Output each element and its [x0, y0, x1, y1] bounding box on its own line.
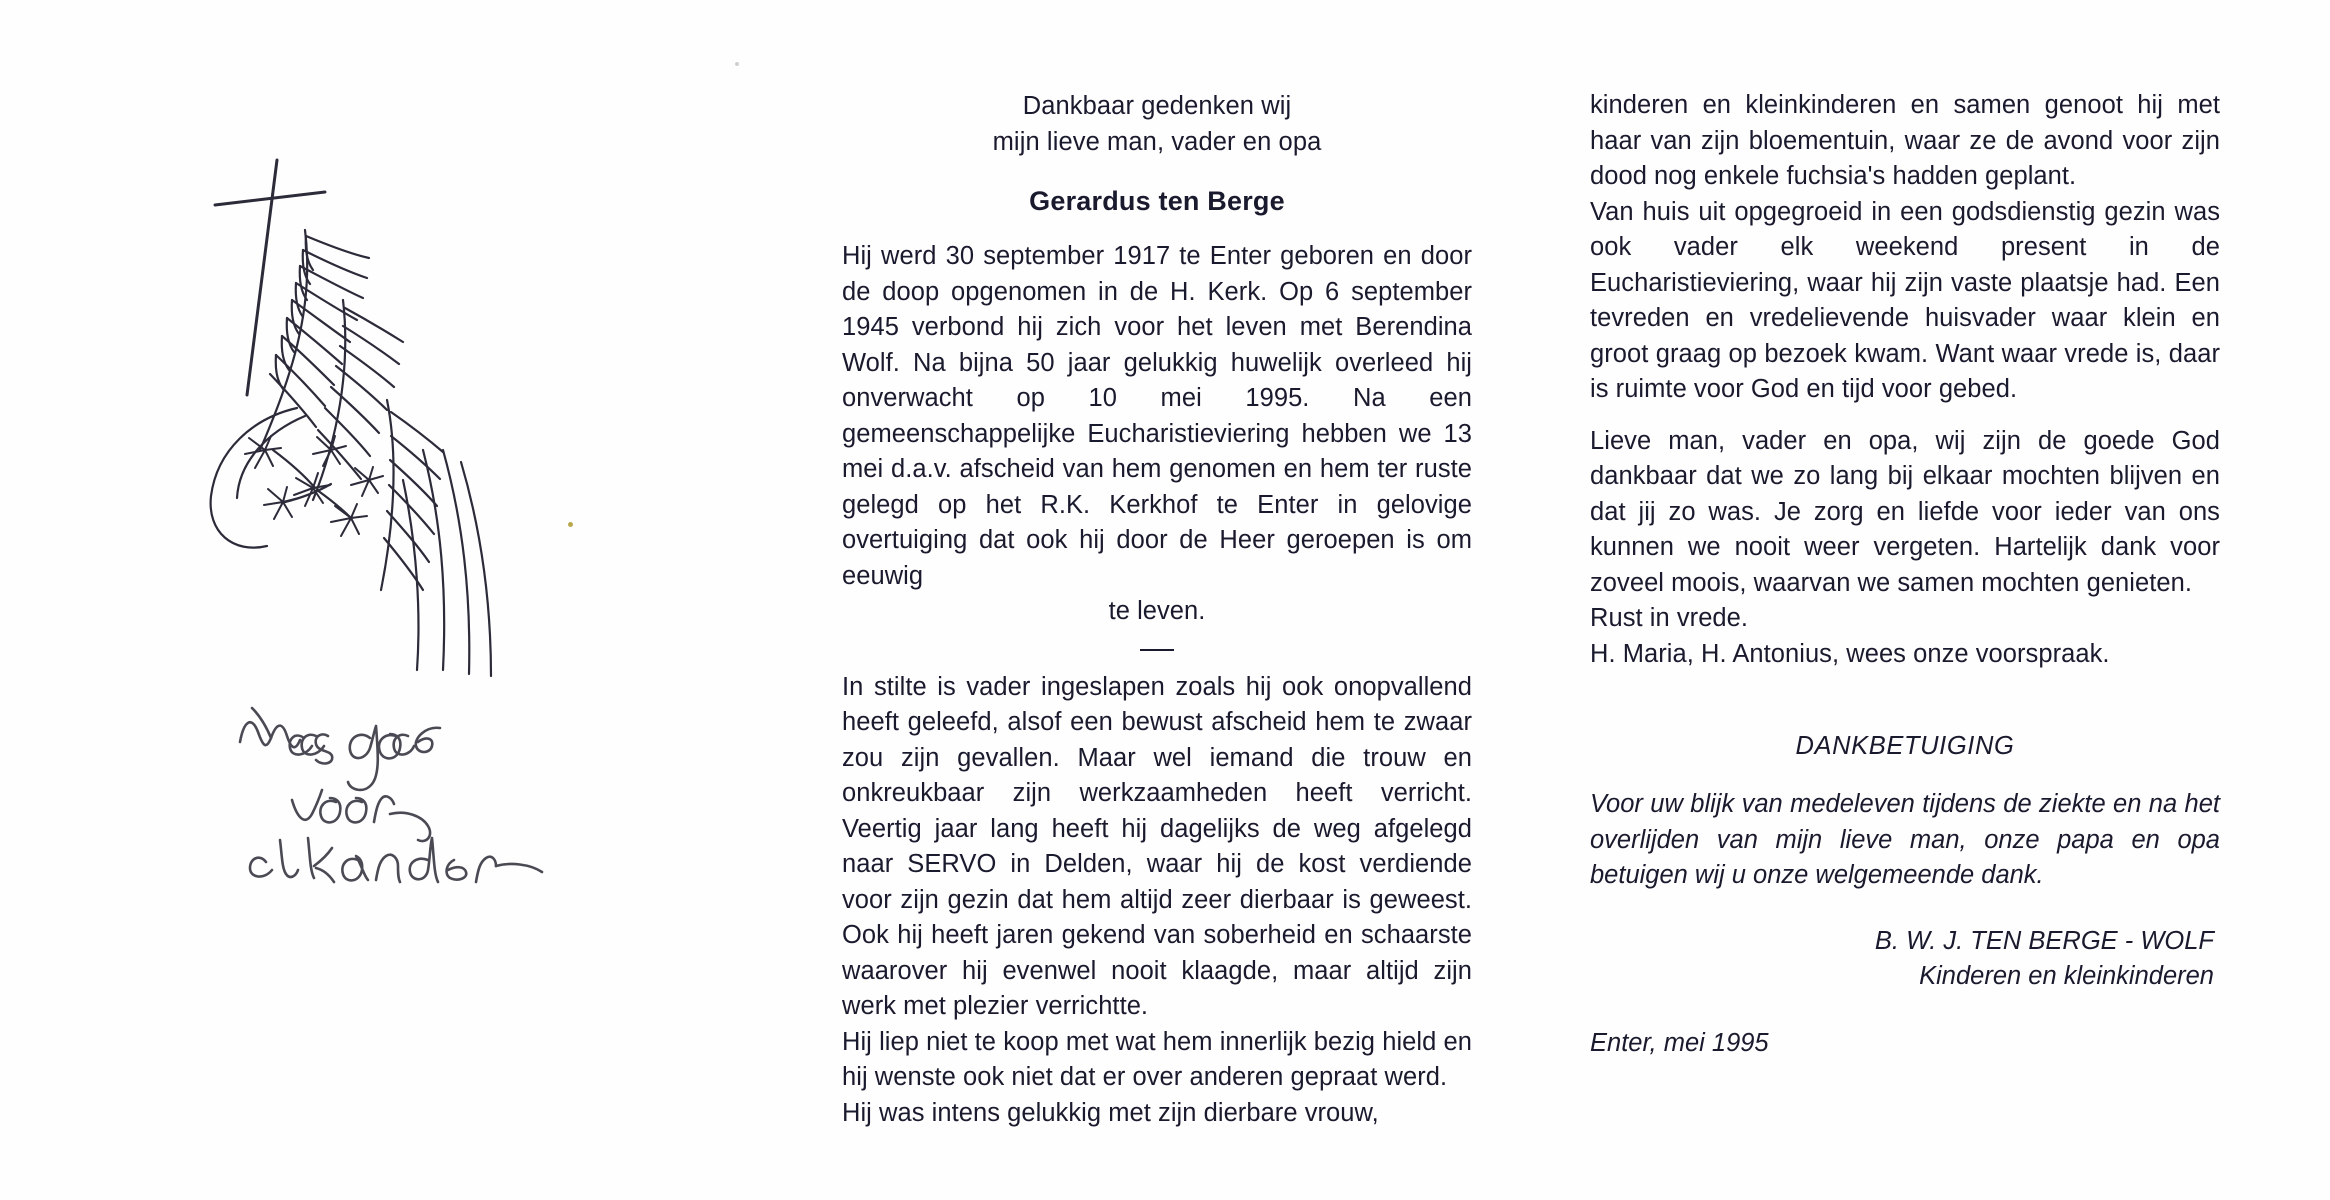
- stray-speck-top: [735, 62, 739, 66]
- thanks-body: Voor uw blijk van medeleven tijdens de ziekte en na het overlijden van mijn lieve man, onze papa en opa betuigen wij u onze welgemeende dank.: [1590, 790, 2220, 889]
- place-and-date: Enter, mei 1995: [1590, 1028, 1769, 1057]
- signature-line-2: Kinderen en kleinkinderen: [1919, 962, 2214, 990]
- lead-line-1: Dankbaar gedenken wij: [1022, 92, 1292, 120]
- biography-paragraph-1-closing: te leven.: [1108, 597, 1206, 625]
- illustration-panel: [0, 0, 820, 1200]
- calligraphy-wees-goed-voor-elkander: [230, 690, 610, 890]
- lead-line-2: mijn lieve man, vader en opa: [992, 128, 1322, 156]
- thanks-title: DANKBETUIGING: [1795, 732, 2015, 760]
- cross-with-wheat-and-flowers-drawing: [155, 150, 625, 710]
- biography-paragraph-3: Hij liep niet te koop met wat hem innerlijk bezig hield en hij wenste ook niet dat er over anderen gepraat werd.: [842, 1027, 1472, 1091]
- memorial-text-column-continued: [1580, 0, 2330, 1200]
- biography-paragraph-8: H. Maria, H. Antonius, wees onze voorspraak.: [1590, 639, 2110, 668]
- signature-block: [1590, 924, 2220, 995]
- deceased-name: Gerardus ten Berge: [1029, 186, 1285, 216]
- section-divider: [842, 640, 1472, 658]
- biography-paragraph-1: Hij werd 30 september 1917 te Enter geboren en door de doop opgenomen in de H. Kerk. Op 6 september 1945 verbond hij zich voor het leven met Berendina Wolf. Na bijna 50 jaar gelukkig huwelijk overleed hij onverwacht op 10 mei 1995. Na een gemeenschappelijke Eucharistieviering hebben we 13 mei d.a.v. afscheid van hem genomen en hem ter ruste gelegd op het R.K. Kerkhof te Enter in gelovige overtuiging dat ook hij door de Heer geroepen is om eeuwig: [842, 242, 1472, 590]
- signature-line-1: B. W. J. TEN BERGE - WOLF: [1874, 926, 2214, 955]
- biography-paragraph-2: In stilte is vader ingeslapen zoals hij ook onopvallend heeft geleefd, alsof een bewust afscheid hem te zwaar zou zijn gevallen. Maar wel iemand die trouw en onkreukbaar zijn werkzaamheden heeft verricht. Veertig jaar lang heeft hij dagelijks de weg afgelegd naar SERVO in Delden, waar hij de kost verdiende voor zijn gezin dat hem altijd zeer dierbaar is geweest. Ook hij heeft jaren gekend van soberheid en schaarste waarover hij evenwel nooit klaagde, maar altijd zijn werk met plezier verrichtte.: [842, 672, 1472, 1020]
- biography-paragraph-7: Rust in vrede.: [1590, 604, 1749, 632]
- biography-paragraph-4-start: Hij was intens gelukkig met zijn dierbare vrouw,: [842, 1098, 1379, 1127]
- biography-paragraph-6: Lieve man, vader en opa, wij zijn de goede God dankbaar dat we zo lang bij elkaar mochten blijven en dat jij zo was. Je zorg en liefde voor ieder van ons kunnen we nooit weer vergeten. Hartelijk dank voor zoveel moois, waarvan we samen mochten genieten.: [1590, 426, 2220, 597]
- biography-paragraph-5: Van huis uit opgegroeid in een godsdienstig gezin was ook vader elk weekend present in de Eucharistieviering, waar hij zijn vaste plaatsje had. Een tevreden en vredelievende huisvader waar klein en groot graag op bezoek kwam. Want waar vrede is, daar is ruimte voor God en tijd voor gebed.: [1590, 197, 2220, 403]
- memorial-text-column: [820, 0, 1580, 1200]
- biography-paragraph-4-continued: kinderen en kleinkinderen en samen genoot hij met haar van zijn bloementuin, waar ze de avond voor zijn dood nog enkele fuchsia's hadden geplant.: [1590, 91, 2220, 190]
